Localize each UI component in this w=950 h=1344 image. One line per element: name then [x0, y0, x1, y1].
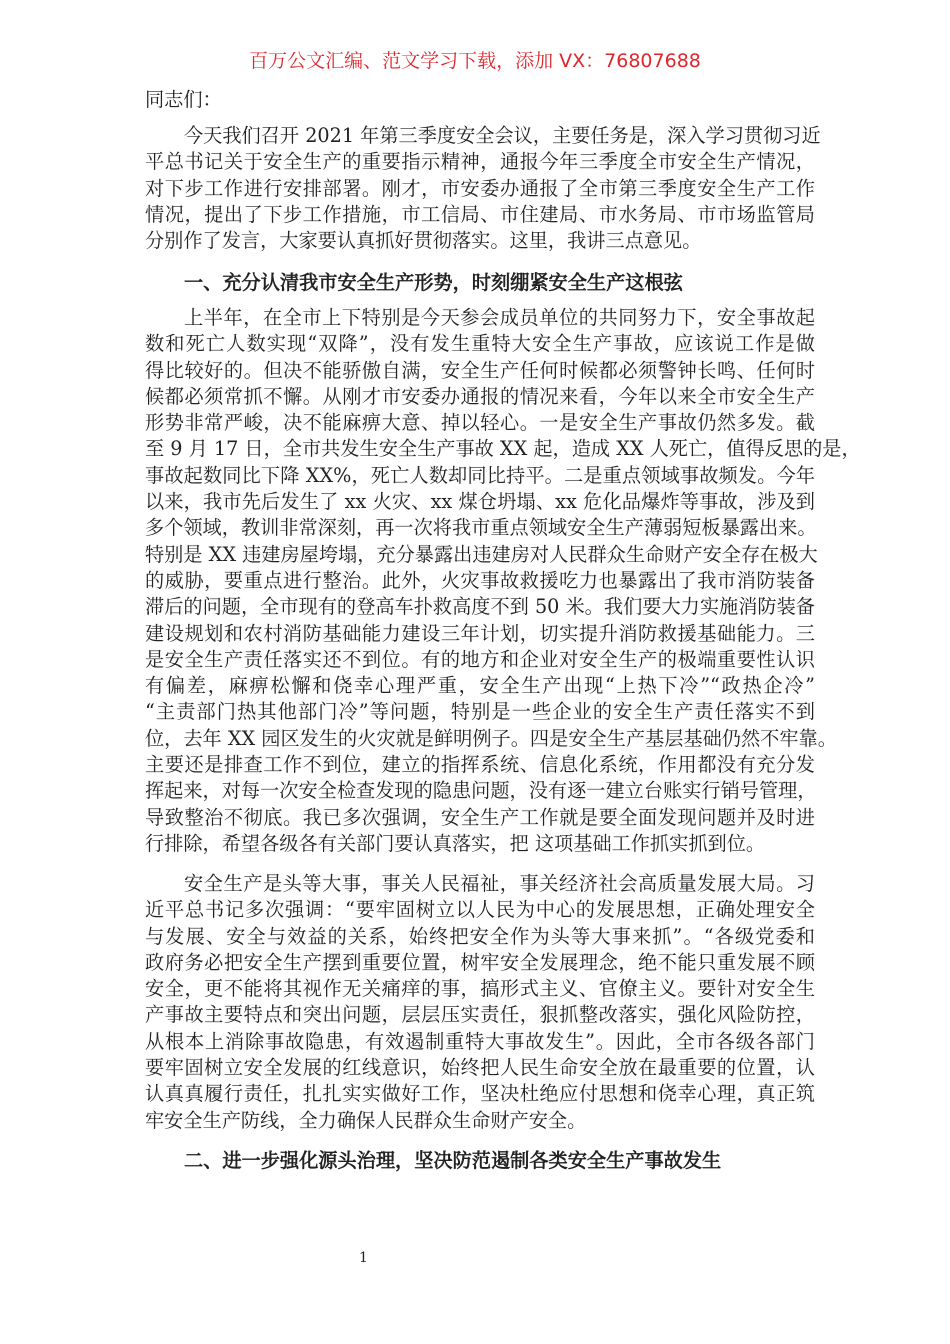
text-line: 滞后的问题，全市现有的登高车扑救高度不到 50 米。我们要大力实施消防装备 — [145, 595, 815, 619]
text-line: 产事故主要特点和突出问题，层层压实责任，狠抓整改落实，强化风险防控， — [145, 1003, 815, 1027]
text-line: 要牢固树立安全发展的红线意识，始终把人民生命安全放在最重要的位置，认 — [145, 1056, 815, 1080]
text-line: 牢安全生产防线，全力确保人民群众生命财产安全。 — [145, 1108, 587, 1132]
text-line: 与发展、安全与效益的关系，始终把安全作为头等大事来抓”。“各级党委和 — [145, 924, 815, 948]
paragraph-importance — [145, 871, 815, 1134]
text-line: 有偏差，麻痹松懈和侥幸心理严重，安全生产出现“上热下冷”“政热企冷” — [145, 674, 815, 698]
section-heading-1: 一、充分认清我市安全生产形势，时刻绷紧安全生产这根弦 — [184, 271, 683, 294]
text-line: 近平总书记多次强调：“要牢固树立以人民为中心的发展思想，正确处理安全 — [145, 898, 815, 922]
text-line: 行排除，希望各级各有关部门要认真落实，把 这项基础工作抓实抓到位。 — [145, 831, 766, 855]
text-line: 建设规划和农村消防基础能力建设三年计划，切实提升消防救援基础能力。三 — [145, 621, 815, 645]
text-line: 至 9 月 17 日，全市共发生安全生产事故 XX 起，造成 XX 人死亡，值得反思的是， — [145, 437, 861, 461]
text-line: 特别是 XX 违建房屋垮塌，充分暴露出违建房对人民群众生命财产安全存在极大 — [145, 542, 818, 566]
salutation: 同志们： — [145, 88, 222, 111]
text-line: 政府务必把安全生产摆到重要位置，树牢安全发展理念，绝不能只重发展不顾 — [145, 950, 815, 974]
paragraph-intro — [145, 123, 821, 254]
text-line: 得比较好的。但决不能骄傲自满，安全生产任何时候都必须警钟长鸣、任何时 — [145, 358, 815, 382]
text-line: “主责部门热其他部门冷”等问题，特别是一些企业的安全生产责任落实不到 — [145, 700, 815, 724]
text-line: 平总书记关于安全生产的重要指示精神，通报今年三季度全市安全生产情况， — [145, 150, 815, 174]
text-line: 的威胁，要重点进行整治。此外，火灾事故救援吃力也暴露出了我市消防装备 — [145, 568, 815, 592]
page-number: 1 — [359, 1250, 368, 1266]
text-line: 位，去年 XX 园区发生的火灾就是鲜明例子。四是安全生产基层基础仍然不牢靠。 — [145, 726, 837, 750]
text-line: 对下步工作进行安排部署。刚才，市安委办通报了全市第三季度安全生产工作 — [145, 176, 815, 200]
paragraph-situation — [145, 305, 861, 857]
text-line: 以来，我市先后发生了 xx 火灾、xx 煤仓坍塌、xx 危化品爆炸等事故，涉及到 — [145, 490, 815, 514]
watermark-banner: 百万公文汇编、范文学习下载，添加 VX：76807688 — [249, 50, 701, 72]
text-line: 认真真履行责任，扎扎实实做好工作，坚决杜绝应付思想和侥幸心理，真正筑 — [145, 1082, 815, 1106]
text-line: 安全生产是头等大事，事关人民福祉，事关经济社会高质量发展大局。习 — [184, 872, 815, 895]
text-line: 上半年，在全市上下特别是今天参会成员单位的共同努力下，安全事故起 — [184, 306, 815, 329]
text-line: 情况，提出了下步工作措施，市工信局、市住建局、市水务局、市市场监管局 — [145, 202, 815, 226]
text-line: 今天我们召开 2021 年第三季度安全会议，主要任务是，深入学习贯彻习近 — [184, 124, 821, 147]
text-line: 安全，更不能将其视作无关痛痒的事，搞形式主义、官僚主义。要针对安全生 — [145, 977, 815, 1001]
text-line: 主要还是排查工作不到位，建立的指挥系统、信息化系统，作用都没有充分发 — [145, 753, 815, 777]
text-line: 挥起来，对每一次安全检查发现的隐患问题，没有逐一建立台账实行销号管理， — [145, 779, 817, 803]
text-line: 分别作了发言，大家要认真抓好贯彻落实。这里，我讲三点意见。 — [145, 229, 702, 253]
text-line: 候都必须常抓不懈。从刚才市安委办通报的情况来看，今年以来全市安全生产 — [145, 384, 815, 408]
text-line: 多个领域，教训非常深刻，再一次将我市重点领域安全生产薄弱短板暴露出来。 — [145, 516, 817, 540]
text-line: 从根本上消除事故隐患，有效遏制重特大事故发生”。因此，全市各级各部门 — [145, 1029, 815, 1053]
text-line: 数和死亡人数实现“双降”，没有发生重特大安全生产事故，应该说工作是做 — [145, 332, 815, 356]
section-heading-2: 二、进一步强化源头治理，坚决防范遏制各类安全生产事故发生 — [184, 1149, 722, 1172]
text-line: 事故起数同比下降 XX%，死亡人数却同比持平。二是重点领域事故频发。今年 — [145, 463, 815, 487]
text-line: 是安全生产责任落实还不到位。有的地方和企业对安全生产的极端重要性认识 — [145, 647, 815, 671]
text-line: 形势非常严峻，决不能麻痹大意、掉以轻心。一是安全生产事故仍然多发。截 — [145, 411, 815, 435]
text-line: 导致整治不彻底。我已多次强调，安全生产工作就是要全面发现问题并及时进 — [145, 805, 815, 829]
